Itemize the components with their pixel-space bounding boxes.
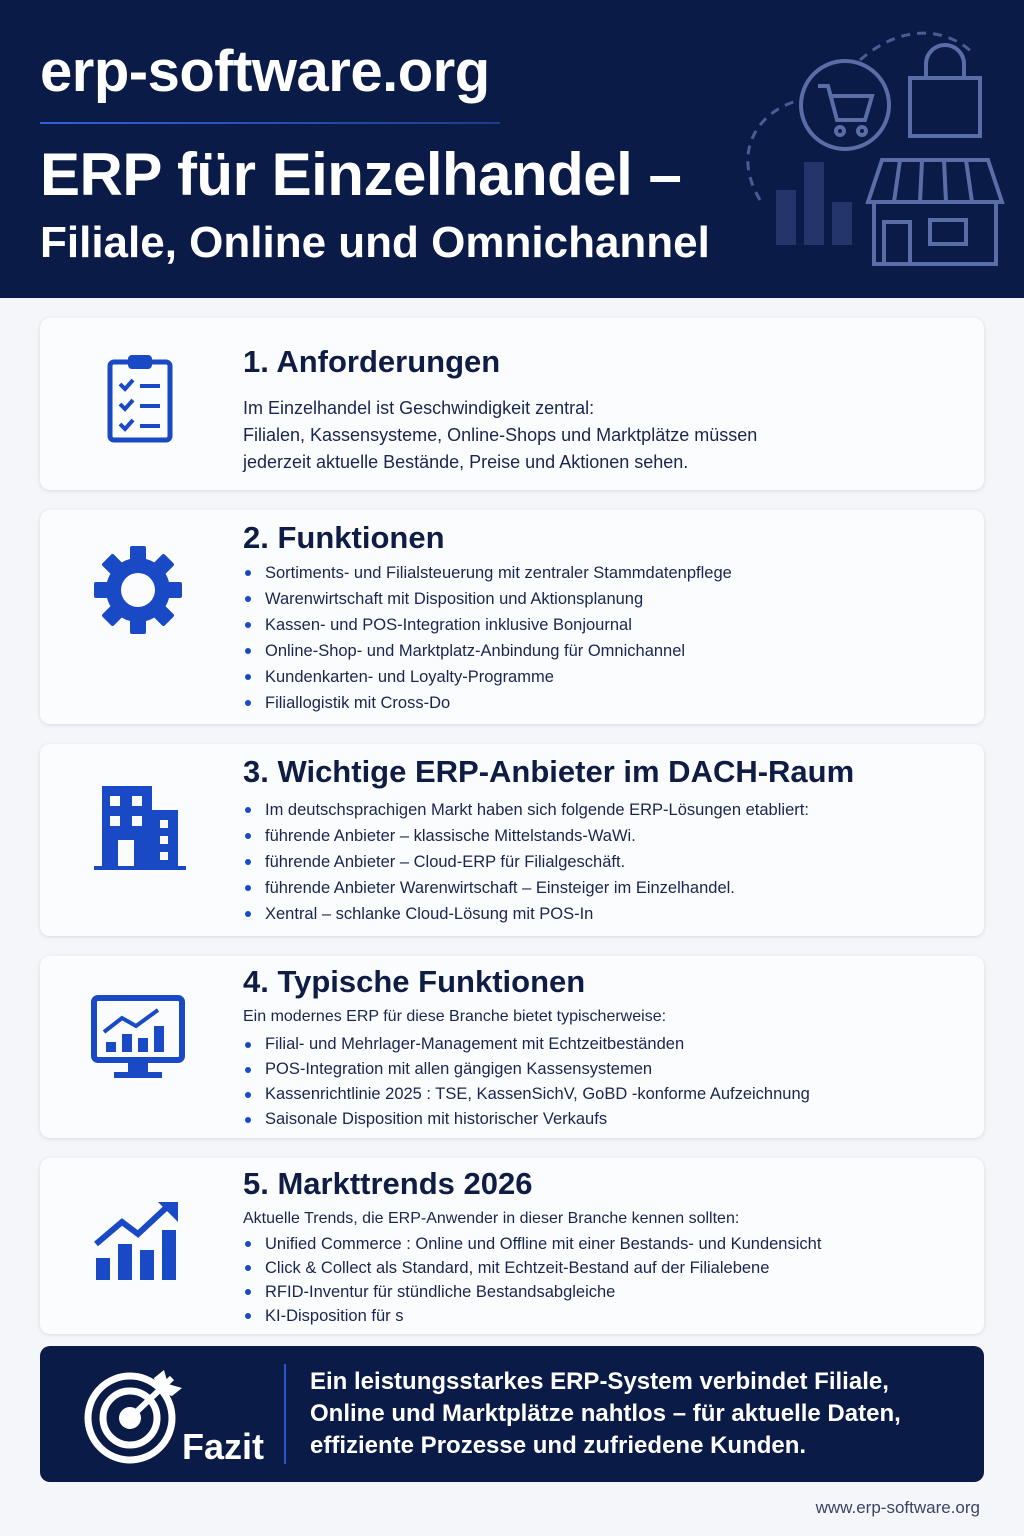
list-item: führende Anbieter – klassische Mittelstands-WaWi. (243, 823, 964, 849)
header-banner (0, 0, 1024, 298)
section-card-anforderungen (40, 318, 984, 490)
text-line: jederzeit aktuelle Bestände, Preise und Aktionen sehen. (243, 452, 689, 472)
feature-list (243, 560, 964, 716)
gear-icon (88, 540, 188, 640)
list-item: führende Anbieter Warenwirtschaft – Einsteiger im Einzelhandel. (243, 875, 964, 901)
footer-url: www.erp-software.org (815, 1498, 980, 1517)
monitor-chart-icon (88, 992, 188, 1092)
list-item: RFID-Inventur für stündliche Bestandsabgleiche (243, 1280, 964, 1304)
list-item: KI-Disposition für s (243, 1304, 964, 1328)
text-line: effiziente Prozesse und zufriedene Kunden. (310, 1432, 807, 1459)
section-title: 3. Wichtige ERP-Anbieter im DACH-Raum (243, 754, 855, 789)
fazit-text (310, 1366, 960, 1462)
text-line: Filialen, Kassensysteme, Online-Shops und Marktplätze müssen (243, 425, 758, 445)
shopping-cart-icon (801, 61, 889, 149)
feature-list (243, 1032, 964, 1132)
section-card-markttrends (40, 1158, 984, 1334)
section-card-typische-funktionen (40, 956, 984, 1138)
section-lead: Aktuelle Trends, die ERP-Anwender in dieser Branche kennen sollten: (243, 1210, 740, 1227)
list-item: Warenwirtschaft mit Disposition und Aktionsplanung (243, 586, 964, 612)
list-item: Kassenrichtlinie 2025 : TSE, KassenSichV, GoBD -konforme Aufzeichnung (243, 1082, 964, 1107)
clipboard-checklist-icon (88, 348, 188, 448)
list-item: Unified Commerce : Online und Offline mit einer Bestands- und Kundensicht (243, 1232, 964, 1256)
section-title: 1. Anforderungen (243, 344, 501, 379)
text-line: Online und Marktplätze nahtlos – für aktuelle Daten, (310, 1400, 901, 1427)
list-item: Click & Collect als Standard, mit Echtzeit-Bestand auf der Filialebene (243, 1256, 964, 1280)
trending-up-chart-icon (88, 1192, 188, 1292)
shopping-bag-icon (910, 45, 980, 136)
fazit-label: Fazit (182, 1426, 265, 1467)
page-subtitle: Filiale, Online und Omnichannel (40, 218, 710, 267)
list-item: Filial- und Mehrlager-Management mit Echtzeitbeständen (243, 1032, 964, 1057)
trend-list (243, 1232, 964, 1328)
bar-chart-icon (776, 162, 852, 245)
list-item: Im deutschsprachigen Markt haben sich folgende ERP-Lösungen etabliert: (243, 797, 964, 823)
section-title: 2. Funktionen (243, 520, 445, 555)
header-illustration (740, 20, 1010, 280)
list-item: Kundenkarten- und Loyalty-Programme (243, 664, 964, 690)
text-line: Im Einzelhandel ist Geschwindigkeit zentral: (243, 398, 595, 418)
vendor-list (243, 797, 964, 927)
list-item: Online-Shop- und Marktplatz-Anbindung für Omnichannel (243, 638, 964, 664)
section-title: 4. Typische Funktionen (243, 964, 586, 999)
section-lead: Ein modernes ERP für diese Branche bietet typischerweise: (243, 1008, 667, 1025)
section-text (243, 395, 954, 476)
page-title: ERP für Einzelhandel – (40, 141, 682, 208)
fazit-divider (284, 1364, 286, 1464)
section-card-funktionen (40, 510, 984, 724)
list-item: Saisonale Disposition mit historischer Verkaufs (243, 1107, 964, 1132)
header-divider (40, 122, 500, 124)
list-item: POS-Integration mit allen gängigen Kassensystemen (243, 1057, 964, 1082)
list-item: Kassen- und POS-Integration inklusive Bonjournal (243, 612, 964, 638)
section-title: 5. Markttrends 2026 (243, 1166, 533, 1201)
list-item: führende Anbieter – Cloud-ERP für Filialgeschäft. (243, 849, 964, 875)
list-item: Xentral – schlanke Cloud-Lösung mit POS-In (243, 901, 964, 927)
office-building-icon (88, 778, 188, 878)
list-item: Filiallogistik mit Cross-Do (243, 690, 964, 716)
site-name: erp-software.org (40, 39, 490, 104)
target-arrow-icon (80, 1360, 190, 1470)
fazit-banner (40, 1346, 984, 1482)
section-card-anbieter (40, 744, 984, 936)
text-line: Ein leistungsstarkes ERP-System verbindet Filiale, (310, 1368, 889, 1395)
list-item: Sortiments- und Filialsteuerung mit zentraler Stammdatenpflege (243, 560, 964, 586)
storefront-icon (868, 160, 1002, 264)
